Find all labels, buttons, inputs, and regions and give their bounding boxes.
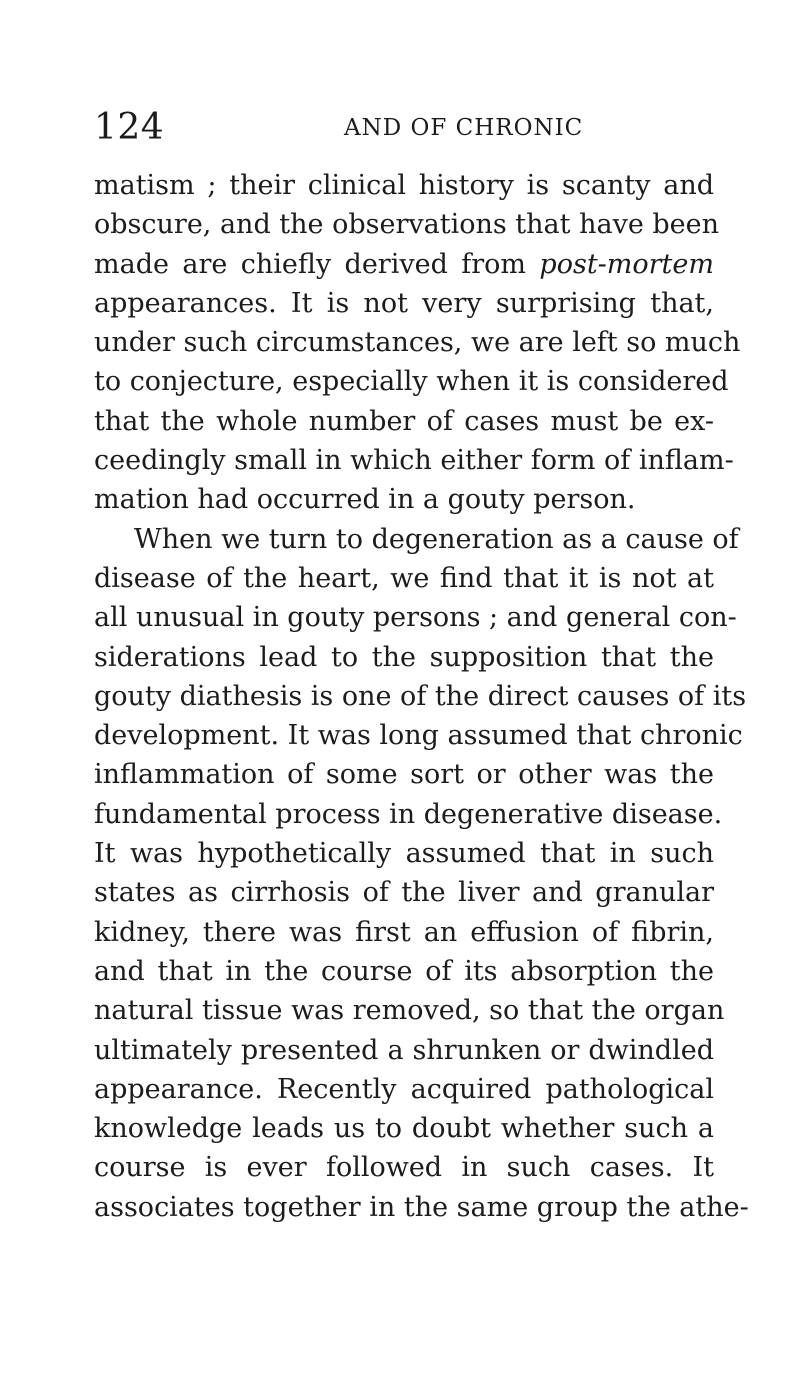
- text-line: appearances. It is not very surprising that,: [94, 287, 714, 319]
- text-line: kidney, there was first an effusion of fibrin,: [94, 916, 714, 948]
- text-line: fundamental process in degenerative disease.: [94, 798, 723, 830]
- text-line: under such circumstances, we are left so much: [94, 327, 741, 359]
- text-line: ceedingly small in which either form of inflam-: [94, 445, 734, 477]
- text-line: made are chiefly derived from post-mortem: [94, 248, 714, 280]
- text-line: When we turn to degeneration as a cause of: [134, 523, 739, 555]
- body-text: [94, 166, 749, 1227]
- page-number: 124: [94, 107, 165, 148]
- text-line: development. It was long assumed that chronic: [94, 720, 743, 752]
- text-line: gouty diathesis is one of the direct causes of its: [94, 680, 747, 712]
- text-line: obscure, and the observations that have been: [94, 209, 720, 241]
- text-line: inflammation of some sort or other was the: [94, 759, 714, 791]
- text-line: states as cirrhosis of the liver and granular: [94, 877, 714, 909]
- running-head: AND OF CHRONIC: [344, 115, 584, 141]
- text-line: course is ever followed in such cases. It: [94, 1152, 714, 1184]
- text-line: appearance. Recently acquired pathological: [94, 1073, 714, 1105]
- text-line: and that in the course of its absorption the: [94, 955, 714, 987]
- text-line: that the whole number of cases must be ex-: [94, 405, 714, 437]
- text-line: natural tissue was removed, so that the organ: [94, 995, 725, 1027]
- page-header: [94, 103, 714, 153]
- text-line: to conjecture, especially when it is considered: [94, 366, 729, 398]
- text-line: matism ; their clinical history is scanty and: [94, 170, 714, 201]
- text-line: siderations lead to the supposition that the: [94, 641, 714, 673]
- text-line: mation had occurred in a gouty person.: [94, 484, 636, 516]
- text-line: associates together in the same group the athe-: [94, 1191, 749, 1223]
- text-line: It was hypothetically assumed that in such: [94, 838, 714, 870]
- text-line: ultimately presented a shrunken or dwindled: [94, 1034, 714, 1066]
- text-line: disease of the heart, we find that it is not at: [94, 562, 714, 594]
- text-line: knowledge leads us to doubt whether such a: [94, 1113, 714, 1145]
- text-line: all unusual in gouty persons ; and general con-: [94, 602, 737, 634]
